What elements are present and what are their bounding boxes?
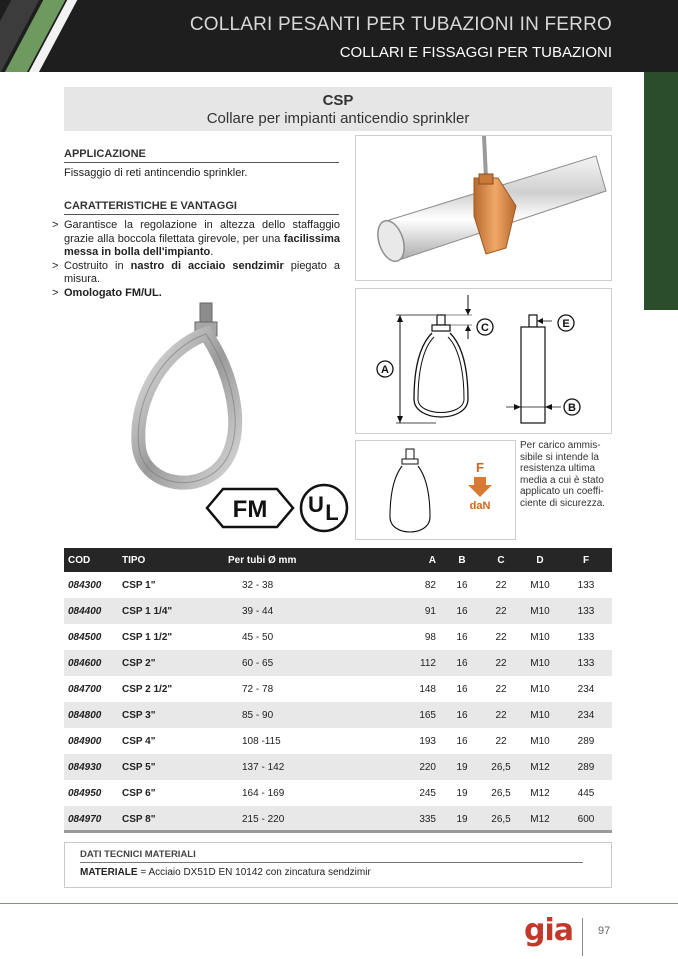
cell-b: 19: [456, 787, 468, 799]
load-note: Per carico ammis- sibile si intende la resistenza ultima media a cui è stato applicato un coeffi- ciente di sicurezza.: [520, 440, 606, 509]
cell-a: 98: [424, 631, 436, 643]
dimension-label-e: E: [562, 318, 570, 330]
table-row: [64, 728, 612, 754]
cell-f: 133: [560, 598, 612, 624]
cell-c: 22: [495, 579, 507, 591]
side-green-tab: [644, 72, 678, 310]
cell-f: 133: [577, 579, 595, 591]
cell-b: 16: [456, 579, 468, 591]
cell-diameter: 60 - 65: [224, 650, 384, 676]
application-text: Fissaggio di reti antincendio sprinkler.: [64, 167, 248, 179]
load-force-diagram: [356, 441, 515, 539]
force-unit-label: daN: [469, 500, 491, 512]
table-header-row: [64, 548, 612, 572]
cell-diameter: 39 - 44: [224, 598, 384, 624]
footer-separator: [582, 918, 583, 956]
pipe-with-clamp-image: [356, 136, 611, 280]
cell-tipo: CSP 8": [118, 806, 224, 832]
cell-c: 22: [495, 735, 507, 747]
dimension-diagram: [356, 289, 611, 433]
cell-b: 16: [456, 735, 468, 747]
feature-item: > Costruito in nastro di acciaio sendzimir piegato a misura.: [52, 259, 340, 285]
hanger-product-photo: [125, 298, 245, 498]
cell-c: 26,5: [491, 787, 511, 799]
cell-f: 445: [577, 787, 595, 799]
features-heading: CARATTERISTICHE E VANTAGGI: [64, 200, 339, 215]
cell-tipo: CSP 1 1/4": [118, 598, 224, 624]
cell-a: 165: [384, 702, 442, 728]
table-row: [64, 598, 612, 624]
cell-d: M12: [520, 806, 560, 832]
cell-diameter: 164 - 169: [242, 787, 285, 799]
cell-cod: 084500: [68, 631, 102, 643]
cell-c: 26,5: [482, 806, 520, 832]
cell-diameter: 45 - 50: [242, 631, 274, 643]
cell-c: 22: [482, 598, 520, 624]
gia-logo: gia: [524, 913, 574, 948]
cell-tipo: CSP 5": [118, 754, 224, 780]
cell-cod: 084970: [64, 806, 118, 832]
cell-f: 234: [560, 702, 612, 728]
cell-f: 600: [560, 806, 612, 832]
materials-box: [64, 842, 612, 888]
col-b: B: [442, 548, 482, 572]
cell-a: 220: [384, 754, 442, 780]
product-title-band: [64, 87, 612, 131]
cell-b: 16: [442, 702, 482, 728]
cell-b: 16: [456, 683, 468, 695]
table-row: [64, 702, 612, 728]
cell-diameter: 85 - 90: [224, 702, 384, 728]
cell-d: M10: [530, 631, 550, 643]
cell-diameter: 215 - 220: [224, 806, 384, 832]
cell-a: 245: [419, 787, 436, 799]
cell-cod: 084800: [64, 702, 118, 728]
col-f: F: [560, 548, 612, 572]
cell-c: 22: [482, 702, 520, 728]
cell-diameter: 72 - 78: [242, 683, 274, 695]
cell-cod: 084700: [68, 683, 102, 695]
feature-item: > Omologato FM/UL.: [52, 286, 162, 299]
cell-d: M10: [530, 579, 550, 591]
cell-cod: 084900: [68, 735, 102, 747]
product-table: [64, 548, 612, 832]
page-header: [0, 0, 678, 72]
table-row: [64, 806, 612, 832]
cell-d: M10: [520, 650, 560, 676]
cell-diameter: 32 - 38: [242, 579, 274, 591]
ul-listed-logo: [299, 483, 349, 533]
cell-d: M12: [530, 787, 550, 799]
product-name: Collare per impianti anticendio sprinkler: [206, 110, 470, 127]
table-row: [64, 780, 612, 806]
cell-cod: 084930: [64, 754, 118, 780]
cell-tipo: CSP 2": [118, 650, 224, 676]
cell-a: 91: [384, 598, 442, 624]
product-code: CSP: [322, 92, 354, 109]
materials-text: MATERIALE = Acciaio DX51D EN 10142 con zincatura sendzimir: [80, 867, 371, 878]
bullet-marker: >: [52, 286, 59, 299]
cell-d: M10: [530, 683, 550, 695]
page-number: 97: [598, 925, 611, 937]
bullet-marker: >: [52, 259, 59, 272]
force-arrow-shaft: [474, 477, 486, 485]
cell-b: 19: [442, 754, 482, 780]
cell-b: 16: [442, 598, 482, 624]
col-a: A: [384, 548, 442, 572]
cell-tipo: CSP 2 1/2": [122, 683, 173, 695]
cell-cod: 084950: [68, 787, 102, 799]
cell-a: 112: [384, 650, 442, 676]
cell-diameter: 137 - 142: [224, 754, 384, 780]
bullet-marker: >: [52, 219, 59, 231]
application-heading: APPLICAZIONE: [64, 148, 339, 163]
dimension-label-c: C: [481, 322, 489, 334]
force-arrow-head: [468, 485, 492, 497]
ul-logo-letter-u: U: [308, 492, 324, 517]
ul-logo-letter-l: L: [325, 500, 339, 525]
pipe-hanger-illustration: [355, 135, 612, 281]
cell-cod: 084400: [64, 598, 118, 624]
cell-a: 193: [419, 735, 436, 747]
features-list: [52, 219, 340, 300]
cell-f: 289: [560, 754, 612, 780]
col-cod: COD: [64, 548, 118, 572]
header-title: COLLARI PESANTI PER TUBAZIONI IN FERRO: [189, 14, 612, 35]
dimension-label-b: B: [568, 402, 576, 414]
cell-c: 22: [495, 683, 507, 695]
cell-tipo: CSP 1": [122, 579, 156, 591]
dimension-drawing: [355, 288, 612, 434]
col-tipo: TIPO: [118, 548, 224, 572]
cell-a: 82: [424, 579, 436, 591]
cell-c: 22: [495, 631, 507, 643]
cell-tipo: CSP 3": [118, 702, 224, 728]
table-row: [64, 676, 612, 702]
cell-f: 133: [560, 650, 612, 676]
header-subtitle: COLLARI E FISSAGGI PER TUBAZIONI: [339, 44, 612, 61]
materials-heading: DATI TECNICI MATERIALI: [80, 849, 583, 863]
force-label: F: [476, 460, 484, 475]
col-c: C: [482, 548, 520, 572]
fm-approval-logo: [205, 486, 295, 530]
cell-a: 335: [384, 806, 442, 832]
table-row: [64, 572, 612, 598]
feature-item: > Garantisce la regolazione in altezza dello staffaggio grazie alla boccola filettata girevole, per una facilissima messa in bolla dell'impianto.: [52, 219, 340, 258]
table-bottom-rule: [64, 830, 612, 833]
cell-d: M12: [520, 754, 560, 780]
cell-tipo: CSP 1 1/2": [122, 631, 173, 643]
cell-tipo: CSP 4": [122, 735, 156, 747]
cell-d: M10: [520, 598, 560, 624]
load-diagram: [355, 440, 516, 540]
cell-f: 133: [577, 631, 595, 643]
cell-cod: 084600: [64, 650, 118, 676]
cell-b: 19: [442, 806, 482, 832]
cell-c: 26,5: [482, 754, 520, 780]
cell-b: 16: [456, 631, 468, 643]
cell-c: 22: [482, 650, 520, 676]
table-row: [64, 650, 612, 676]
footer-rule: [0, 903, 678, 904]
table-row: [64, 754, 612, 780]
cell-cod: 084300: [68, 579, 102, 591]
col-d: D: [520, 548, 560, 572]
cell-diameter: 108 -115: [242, 735, 281, 747]
cell-d: M10: [520, 702, 560, 728]
cell-tipo: CSP 6": [122, 787, 156, 799]
dimension-label-a: A: [381, 364, 389, 376]
cell-a: 148: [419, 683, 436, 695]
cell-f: 289: [577, 735, 595, 747]
fm-logo-text: FM: [232, 496, 268, 523]
cell-d: M10: [530, 735, 550, 747]
col-diameter: Per tubi Ø mm: [224, 548, 384, 572]
table-row: [64, 624, 612, 650]
cell-b: 16: [442, 650, 482, 676]
cell-f: 234: [577, 683, 595, 695]
